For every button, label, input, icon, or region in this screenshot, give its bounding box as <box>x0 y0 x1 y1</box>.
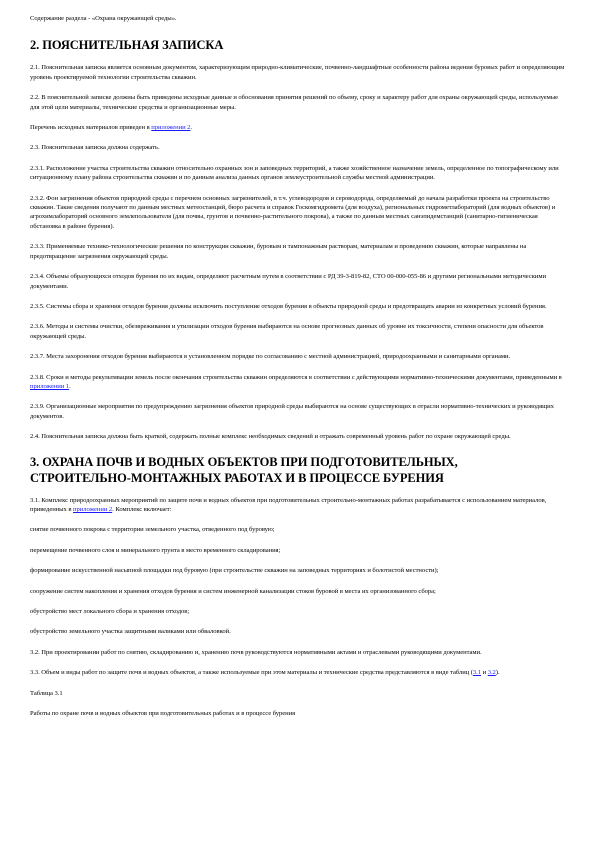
text-fragment: . <box>69 382 71 390</box>
section-3-heading-line-1: 3. ОХРАНА ПОЧВ И ВОДНЫХ ОБЪЕКТОВ ПРИ ПОДГОТОВИТЕЛЬНЫХ, <box>30 454 458 469</box>
section-3-heading <box>30 454 566 486</box>
text-fragment: . <box>190 124 193 132</box>
appendix-2-link[interactable]: приложении 2 <box>151 124 191 132</box>
text-fragment: 3.3. Объем и виды работ по защите почв и водных объектов, а также используемые при этом материалы и технические средства представляются в виде таблиц ( <box>30 669 473 677</box>
paragraph-3-2: 3.2. При проектировании работ по снятию, складированию и, хранению почв руководствуются нормативными актами и отраслевыми руководящими документами. <box>30 648 482 656</box>
table-label: Таблица 3.1 <box>30 689 63 697</box>
paragraph-3-1 <box>30 496 566 515</box>
list-item: обустройство земельного участка защитными валиками или обваловкой. <box>30 628 231 636</box>
paragraph-3-3 <box>30 668 566 677</box>
text-fragment: и <box>481 669 488 677</box>
list-item: сооружение систем накопления и хранения отходов бурения и систем инженерной канализации стоков буровой в места их организованного сбора; <box>30 587 436 595</box>
list-item: перемещение почвенного слоя и минерального грунта в место временного складирования; <box>30 546 281 554</box>
document-page <box>30 14 566 718</box>
list-item: снятие почвенного покрова с территории земельного участка, отведенного под буровую; <box>30 526 275 534</box>
paragraph-2-3-7: 2.3.7. Места захоронения отходов бурения выбираются в установленном порядке по согласованию с местной администрацией, природоохранными и санитарными органами. <box>30 353 511 361</box>
paragraph-2-3-4: 2.3.4. Объемы образующихся отходов бурения по их видам, определяют расчетным путем в соответствии с РД 39-3-819-82, СТО 00-000-055-86 и другими региональными методическими документами. <box>30 273 546 290</box>
paragraph-2-3: 2.3. Пояснительная записка должна содержать. <box>30 144 160 152</box>
table-3-1-link[interactable]: 3.1 <box>472 669 482 677</box>
paragraph-source-list <box>30 123 566 132</box>
section-3-heading-line-2: СТРОИТЕЛЬНО-МОНТАЖНЫХ РАБОТАХ И В ПРОЦЕССЕ БУРЕНИЯ <box>30 470 444 485</box>
section-2-heading: 2. ПОЯСНИТЕЛЬНАЯ ЗАПИСКА <box>30 38 224 53</box>
paragraph-2-4: 2.4. Пояснительная записка должна быть краткой, содержать полные комплекс необходимых сведений и отражать современный уровень работ по охране окружающей среды. <box>30 433 511 441</box>
paragraph-2-3-9: 2.3.9. Организационные мероприятия по предупреждению загрязнения объектов природной среды выбираются на основе существующих в отрасли нормативно-технических и руководящих документов. <box>30 403 554 420</box>
paragraph-2-3-3: 2.3.3. Применяемые технико-технологические решения по конструкции скважин, буровым и тампонажным растворам, материалам и проведению скважин, которые направлены на предотвращение загрязнения окружающей среды. <box>30 243 527 260</box>
paragraph-2-2: 2.2. В пояснительной записке должны быть приведены исходные данные и обоснования принятия решений по объему, сроку и характеру работ для охраны окружающей среды, используемые для этой цели материалы, технические средства и организационные меры. <box>30 94 558 111</box>
table-caption: Работы по охране почв и водных объектов при подготовительных работах и в процессе бурения <box>30 710 296 718</box>
paragraph-2-3-8 <box>30 373 566 392</box>
paragraph-2-3-5: 2.3.5. Системы сбора и хранения отходов бурения должны исключить поступление отходов бурения в объекты природной среды и предотвращать аварии из конкретных условий бурения. <box>30 302 547 310</box>
paragraph-2-3-1: 2.3.1. Расположение участка строительства скважин относительно охранных зон и заповедных территорий, а также хозяйственное назначение земель, определенное по топографическому или ситуационному плану района строительства скважин и по данным анализа данных органов землеустроительной службы местной администрации. <box>30 164 559 182</box>
list-item: обустройство мест локального сбора и хранения отходов; <box>30 608 190 615</box>
list-item: формирование искусственной насыпной площадки под буровую (при строительстве скважин на заповедных территориях и болотистой местности); <box>30 567 439 575</box>
text-fragment: 2.3.8. Сроки и методы рекультивации земель после окончания строительства скважин определяются в соответствии с действующими нормативно-техническими документами, приведенными в <box>30 373 562 381</box>
paragraph-2-3-2: 2.3.2. Фон загрязнения объектов природной среды с перечнем основных загрязнителей, в т.ч. углеводородов и сероводорода, определяемый до начала разработки проекта на строительство скважин. Такие сведения получают по данным местных метеостанций, бюро расчета и справок Госкомгидромета (для воздуха), региональных гидрометлабораторий (для водных объектов) и агрохимлабораторий основного землепользователя (для почвы, грунтов и почвенно-растительного покрова), а также по данным местных санэпидемстанций (санитарно-гигиеническая обстановка в районе бурения). <box>30 194 556 230</box>
text-fragment: Перечень исходных материалов приведен в <box>30 124 152 132</box>
appendix-1-link[interactable]: приложении 1 <box>30 382 70 390</box>
text-fragment: ). <box>495 669 500 677</box>
text-fragment: 3.1. Комплекс природоохранных мероприятий по защите почв и водных объектов при подготовительных строительно-монтажных работах разрабатывается с использованием материалов, приведенных в <box>30 496 547 513</box>
appendix-2-link[interactable]: приложении 2 <box>73 505 113 513</box>
text-fragment: . Комплекс включает: <box>112 505 172 513</box>
paragraph-2-3-6: 2.3.6. Методы и системы очистки, обезвреживания и утилизации отходов бурения выбираются на основе прогнозных данных об уровне их токсичности, степени опасности для объектов окружающей среды. <box>30 323 544 340</box>
paragraph-2-1: 2.1. Пояснительная записка является основным документом, характеризующим природно-климатические, почвенно-ландшафтные особенности района ведения буровых работ и определяющим уровень проектируемой технологии строительства скважин. <box>30 64 565 81</box>
table-3-2-link[interactable]: 3.2 <box>487 669 496 677</box>
section-contents-note: Содержание раздела - «Охрана окружающей среды». <box>30 15 177 22</box>
